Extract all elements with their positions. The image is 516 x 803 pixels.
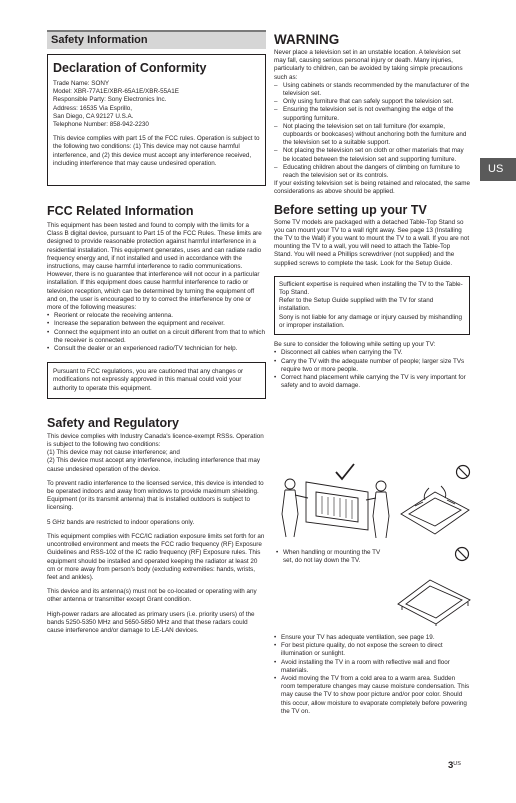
list-item: • Ensure your TV has adequate ventilation, see page 19. (274, 634, 470, 642)
checkmark-icon (336, 464, 354, 479)
trade-name: Trade Name: SONY (53, 80, 110, 87)
tv-flat-wrong-illustration-1 (395, 462, 473, 542)
list-item: • Correct hand placement while carrying the TV is very important for safety and to avoid damage. (274, 374, 470, 390)
expertise-text-3: Sony is not liable for any damage or injury caused by mishandling or improper installation. (279, 313, 463, 329)
prohibited-icon (456, 548, 469, 561)
warning-outro: If your existing television set is being retained and relocated, the same considerations as above should be applied. (274, 180, 471, 196)
declaration-title: Declaration of Conformity (53, 61, 207, 75)
setup-considerations-list (274, 349, 470, 390)
fcc-title: FCC Related Information (47, 204, 194, 218)
carrying-tv-illustration (276, 462, 394, 540)
fcc-measures-list (47, 312, 266, 353)
responsible-party: Responsible Party: Sony Electronics Inc. (53, 96, 167, 104)
setup-title: Before setting up your TV (274, 202, 427, 217)
list-item: • Avoid moving the TV from a cold area to a warm area. Sudden room temperature changes may cause moisture condensation. This may cause the TV to show poor picture and/or poor color. Should this occur, allow moisture to evaporate completely before powering the TV on. (274, 675, 470, 716)
tv-flat-wrong-illustration-2 (394, 544, 472, 626)
regulatory-p1: This device complies with Industry Canada's licence-exempt RSSs. Operation is subject to the following two conditions: (47, 432, 264, 449)
page-number-suffix: US (453, 761, 461, 767)
warning-list (274, 82, 470, 180)
handling-list (276, 549, 386, 565)
regulatory-p4: This equipment complies with FCC/IC radiation exposure limits set forth for an uncontrolled environment and meets the FCC radio frequency (RF) Exposure Guidelines and RSS-102 of the IC radio frequency (RF) Exposure rules. This equipment should be installed and operated keeping the radiator at least 20 cm or more away from person's body (excluding extremities: hands, wrists, feet and ankles). (47, 532, 265, 581)
list-item: • Connect the equipment into an outlet on a circuit different from that to which the receiver is connected. (47, 329, 266, 345)
list-item: – Not placing the television set on cloth or other materials that may be located between the television set and supporting furniture. (274, 147, 470, 163)
city: San Diego, CA 92127 U.S.A. (53, 112, 134, 120)
warning-title: WARNING (274, 32, 340, 47)
list-item: • Disconnect all cables when carrying the TV. (274, 349, 470, 357)
telephone: Telephone Number: 858-942-2230 (53, 121, 149, 129)
regulatory-title: Safety and Regulatory (47, 415, 179, 430)
setup-intro: Some TV models are packaged with a detached Table-Top Stand so you can mount your TV to a wall right away. See page 13 (Installing the TV to the Wall) if you want to mount the TV to a wall. If you are not mounting the TV to a wall, you will need to attach the Table-Top Stand. You will need a Phillips screwdriver (not supplied) and the supplied screws to complete the task. Look for the Setup Guide. (274, 218, 470, 267)
handling-note (276, 549, 386, 565)
list-item: – Only using furniture that can safely support the television set. (274, 98, 470, 106)
setup-tips-list (274, 634, 470, 716)
model: Model: XBR-77A1E/XBR-65A1E/XBR-55A1E (53, 88, 179, 96)
region-tab: US (480, 158, 516, 181)
list-item: • Increase the separation between the equipment and receiver. (47, 320, 266, 328)
list-item: • Reorient or relocate the receiving antenna. (47, 312, 266, 320)
list-item: • For best picture quality, do not expose the screen to direct illumination or sunlight. (274, 642, 470, 658)
expertise-text-1: Sufficient expertise is required when installing the TV to the Table-Top Stand. (279, 280, 463, 297)
regulatory-p6: High-power radars are allocated as primary users (i.e. priority users) of the bands 5250-5350 MHz and 5650-5850 MHz and that these radars could cause interference and/or damage to LE-LAN devices. (47, 610, 255, 634)
setup-tips (274, 634, 470, 716)
list-item: • When handling or mounting the TV set, do not lay down the TV. (276, 549, 386, 565)
warning-intro: Never place a television set in an unstable location. A television set may fall, causing serious personal injury or death. Many injuries, particularly to children, can be avoided by taking simple precautions such as: (274, 49, 463, 81)
regulatory-condition-2: (2) This device must accept any interference, including interference that may cause undesired operation of the device. (47, 457, 261, 473)
fcc-notice: Pursuant to FCC regulations, you are cautioned that any changes or modifications not expressly approved in this manual could void your authority to operate this equipment. (53, 368, 244, 392)
list-item: • Avoid installing the TV in a room with reflective wall and floor materials. (274, 659, 470, 675)
compliance-text: This device complies with part 15 of the FCC rules. Operation is subject to the following two conditions: (1) This device may not cause harmful interference, and (2) this device must accept any interference received, including interference that may cause undesired operation. (53, 135, 260, 167)
left-column (47, 30, 266, 635)
expertise-box (274, 276, 470, 335)
list-item: – Ensuring the television set is not overhanging the edge of the supporting furniture. (274, 106, 470, 122)
prohibited-icon (457, 466, 470, 479)
section-header-safety-information: Safety Information (47, 30, 266, 49)
list-item: – Educating children about the dangers of climbing on furniture to reach the television set or its controls. (274, 164, 470, 180)
regulatory-p3: 5 GHz bands are restricted to indoor operations only. (47, 518, 195, 526)
right-column (274, 32, 470, 390)
regulatory-condition-1: (1) This device may not cause interference; and (47, 449, 180, 457)
fcc-intro: This equipment has been tested and found to comply with the limits for a Class B digital device, pursuant to Part 15 of the FCC Rules. These limits are designed to provide reasonable protection against harmful interference in a residential installation. This equipment generates, uses and can radiate radio frequency energy and, if not installed and used in accordance with the instructions, may cause harmful interference to radio communications. However, there is no guarantee that interference will not occur in a particular installation. If this equipment does cause harmful interference to radio or television reception, which can be determined by turning the equipment off and on, the user is encouraged to try to correct the interference by one or more of the following measures: (47, 222, 262, 312)
address: Address: 16535 Via Esprillo, (53, 104, 132, 112)
list-item: – Not placing the television set on tall furniture (for example, cupboards or bookcases) without anchoring both the furniture and the television set to a suitable support. (274, 123, 470, 148)
page-number-value: 3 (448, 760, 454, 771)
regulatory-p2: To prevent radio interference to the licensed service, this device is intended to be operated indoors and away from windows to provide maximum shielding. Equipment (or its transmit antenna) that is installed outdoors is subject to licensing. (47, 479, 264, 512)
list-item: • Carry the TV with the adequate number of people; larger size TVs require two or more people. (274, 358, 470, 374)
fcc-notice-box (47, 362, 266, 399)
regulatory-p5: This device and its antenna(s) must not be co-located or operating with any other antenna or transmitter except Grant condition. (47, 588, 257, 604)
page-number (448, 760, 461, 771)
declaration-box (47, 54, 266, 186)
list-item: – Using cabinets or stands recommended by the manufacturer of the television set. (274, 82, 470, 98)
list-item: • Consult the dealer or an experienced radio/TV technician for help. (47, 345, 266, 353)
setup-consider: Be sure to consider the following while setting up your TV: (274, 341, 436, 349)
expertise-text-2: Refer to the Setup Guide supplied with the TV for stand installation. (279, 297, 434, 313)
